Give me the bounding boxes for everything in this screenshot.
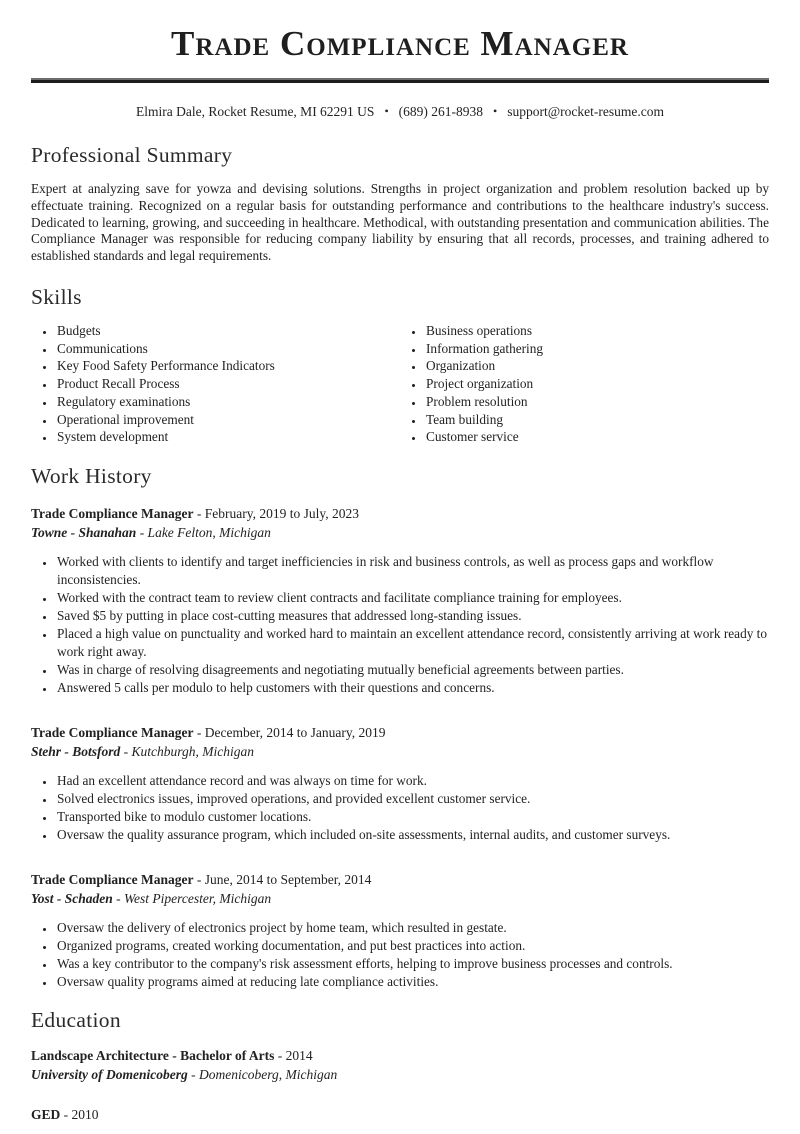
section-skills	[31, 285, 769, 446]
job-bullet: • Oversaw quality programs aimed at reducing late compliance activities.	[55, 973, 769, 991]
education-degree-line	[31, 1046, 769, 1065]
skill-item: • Operational improvement	[55, 411, 400, 429]
job-bullet: • Answered 5 calls per modulo to help customers with their questions and concerns.	[55, 679, 769, 697]
job-title-line	[31, 870, 769, 889]
job-bullet: • Had an excellent attendance record and was always on time for work.	[55, 772, 769, 790]
skill-item: • Problem resolution	[424, 393, 769, 411]
education-degree: Landscape Architecture - Bachelor of Arts	[31, 1047, 275, 1063]
job-location: - Lake Felton, Michigan	[136, 524, 271, 540]
job-company-line	[31, 742, 769, 761]
section-professional-summary	[31, 143, 769, 265]
skill-item: • Key Food Safety Performance Indicators	[55, 357, 400, 375]
job-bullet: • Oversaw the delivery of electronics project by home team, which resulted in gestate.	[55, 919, 769, 937]
skill-item: • Regulatory examinations	[55, 393, 400, 411]
job-bullet-list	[31, 553, 769, 697]
job-bullet-list	[31, 772, 769, 844]
contact-separator-dot: •	[493, 104, 498, 118]
education-degree: GED	[31, 1106, 61, 1122]
skills-columns	[31, 322, 769, 446]
job-bullet: • Oversaw the quality assurance program, which included on-site assessments, internal audits, and customer surveys.	[55, 826, 769, 844]
job-title-line	[31, 723, 769, 742]
skill-item: • System development	[55, 428, 400, 446]
education-degree-line	[31, 1105, 769, 1124]
job-bullet-list	[31, 919, 769, 991]
contact-separator-dot: •	[384, 104, 389, 118]
job-title: Trade Compliance Manager	[31, 505, 194, 521]
job-block	[31, 723, 769, 844]
contact-address: Elmira Dale, Rocket Resume, MI 62291 US	[135, 104, 375, 119]
job-location: - Kutchburgh, Michigan	[120, 743, 255, 759]
job-bullet: • Was a key contributor to the company's risk assessment efforts, helping to improve business processes and controls.	[55, 955, 769, 973]
education-school-line	[31, 1065, 769, 1084]
job-bullet: • Organized programs, created working documentation, and put best practices into action.	[55, 937, 769, 955]
education-entry	[31, 1046, 769, 1084]
skill-item: • Project organization	[424, 375, 769, 393]
job-company: Stehr - Botsford	[31, 743, 121, 759]
work-history-heading: Work History	[31, 463, 152, 488]
job-dates: - December, 2014 to January, 2019	[193, 724, 386, 740]
education-year: - 2010	[60, 1106, 99, 1122]
skills-column-left	[31, 322, 400, 446]
skills-column-right	[400, 322, 769, 446]
job-location: - West Pipercester, Michigan	[112, 890, 272, 906]
skill-item: • Business operations	[424, 322, 769, 340]
resume-header	[31, 26, 769, 120]
job-dates: - February, 2019 to July, 2023	[193, 505, 359, 521]
education-container	[31, 1046, 769, 1124]
job-block	[31, 504, 769, 697]
job-company-line	[31, 889, 769, 908]
skill-item: • Team building	[424, 411, 769, 429]
contact-phone: (689) 261-8938	[398, 104, 484, 119]
job-title: Trade Compliance Manager	[31, 871, 194, 887]
skill-item: • Customer service	[424, 428, 769, 446]
contact-email: support@rocket-resume.com	[507, 104, 664, 119]
job-company: Yost - Schaden	[31, 890, 113, 906]
skill-item: • Organization	[424, 357, 769, 375]
contact-line	[31, 104, 769, 120]
job-title: Trade Compliance Manager	[31, 724, 194, 740]
job-bullet: • Transported bike to modulo customer locations.	[55, 808, 769, 826]
job-dates: - June, 2014 to September, 2014	[193, 871, 372, 887]
summary-heading: Professional Summary	[31, 143, 233, 167]
job-bullet: • Saved $5 by putting in place cost-cutting measures that addressed long-standing issues.	[55, 607, 769, 625]
skill-item: • Product Recall Process	[55, 375, 400, 393]
job-bullet: • Worked with clients to identify and target inefficiencies in risk and business controls, as well as process gaps and workflow inconsistencies.	[55, 553, 769, 589]
jobs-container	[31, 504, 769, 991]
skills-right-list	[400, 322, 769, 446]
job-bullet: • Solved electronics issues, improved operations, and provided excellent customer service.	[55, 790, 769, 808]
skill-item: • Communications	[55, 340, 400, 358]
job-bullet: • Worked with the contract team to review client contracts and facilitate compliance training for employees.	[55, 589, 769, 607]
section-work-history	[31, 464, 769, 991]
skill-item: • Budgets	[55, 322, 400, 340]
skill-item: • Information gathering	[424, 340, 769, 358]
education-entry	[31, 1105, 769, 1124]
job-company: Towne - Shanahan	[31, 524, 137, 540]
job-block	[31, 870, 769, 991]
education-location: - Domenicoberg, Michigan	[187, 1066, 338, 1082]
education-school: University of Domenicoberg	[31, 1066, 188, 1082]
job-title-line	[31, 504, 769, 523]
resume-title: Trade Compliance Manager	[171, 24, 629, 63]
skills-heading: Skills	[31, 284, 82, 309]
job-company-line	[31, 523, 769, 542]
summary-text: Expert at analyzing save for yowza and devising solutions. Strengths in project organization and problem resolution backed up by effectuate training. Recognized on a regular basis for outstanding performance and contributions to the healthcare industry's success. Dedicated to learning, growing, and succeeding in healthcare. Methodical, with outstanding presentation and communication abilities. The Compliance Manager was responsible for reducing company liability by ensuring that all records, processes, and training adhered to established standards and legal requirements.	[31, 181, 769, 264]
job-bullet: • Placed a high value on punctuality and worked hard to maintain an excellent attendance record, consistently arriving at work ready to work right away.	[55, 625, 769, 661]
skills-left-list	[31, 322, 400, 446]
education-year: - 2014	[274, 1047, 313, 1063]
job-bullet: • Was in charge of resolving disagreements and negotiating mutually beneficial agreements between parties.	[55, 661, 769, 679]
section-education	[31, 1008, 769, 1124]
education-heading: Education	[31, 1007, 121, 1032]
header-divider	[31, 78, 769, 83]
